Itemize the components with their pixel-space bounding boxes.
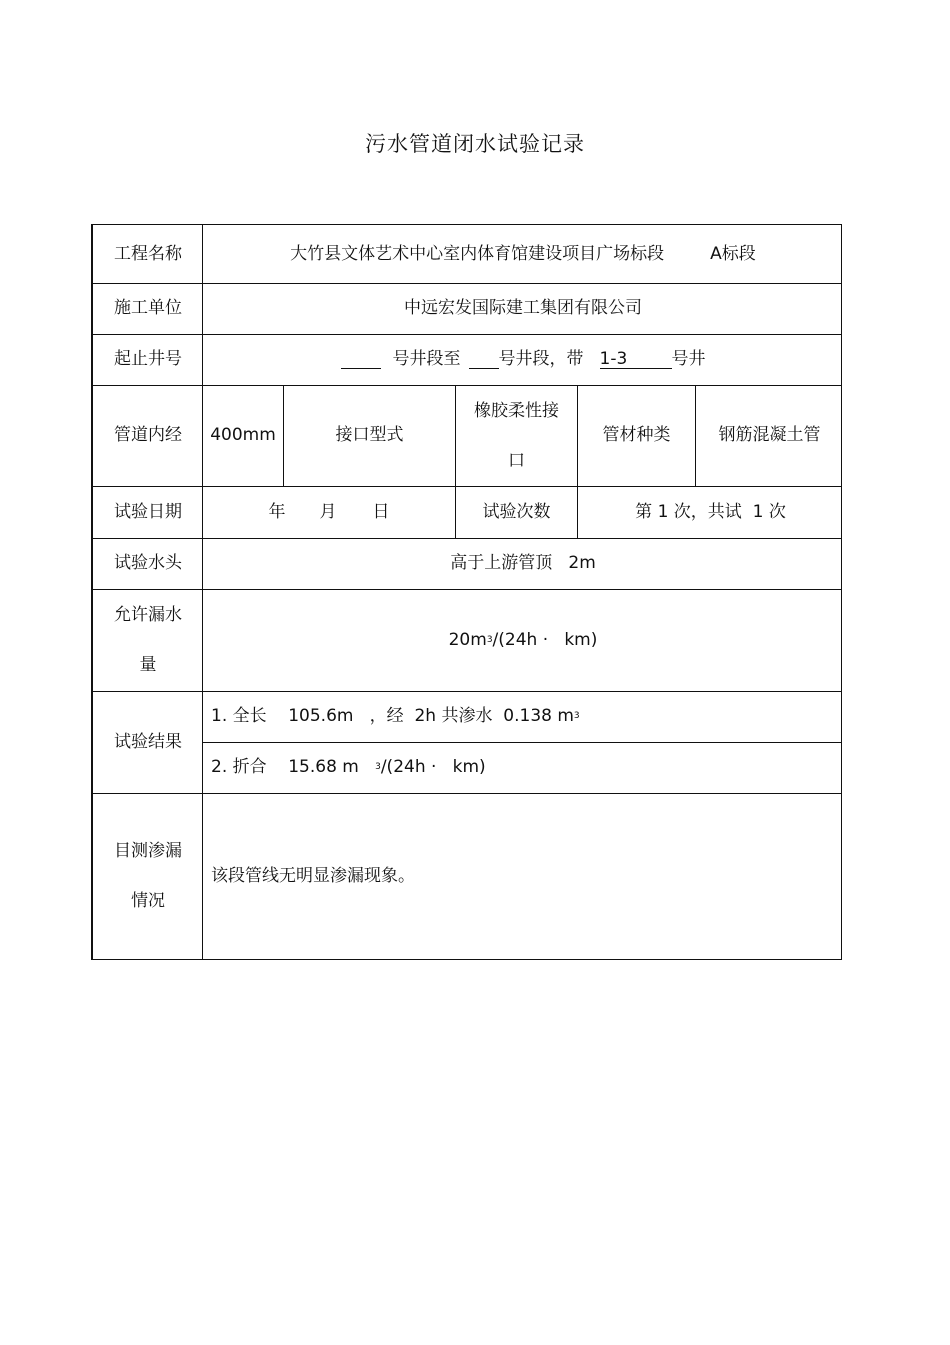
allowed-leakage-unit: /(24h · km): [492, 629, 598, 650]
allowed-leakage-amount: 20m: [448, 629, 487, 650]
result-line1-text: 1. 全长 105.6m ，经 2h 共渗水 0.138 m: [211, 706, 574, 726]
label-pipe-diameter: 管道内经: [114, 425, 182, 445]
label-joint-type: 接口型式: [335, 425, 404, 445]
label-pipe-material: 管材种类: [602, 425, 671, 445]
blank-end-well: [469, 351, 499, 369]
allowed-leakage-label-line2: 量: [139, 655, 157, 675]
project-name-text: 大竹县文体艺术中心室内体育馆建设项目广场标段: [290, 243, 665, 264]
test-date-value: [203, 486, 455, 538]
label-visual-inspection: [93, 793, 203, 959]
test-count-value: 第 1 次，共试 1 次: [635, 501, 786, 522]
project-name-value: [203, 225, 843, 283]
date-month: 月: [319, 501, 337, 522]
document-title: 污水管道闭水试验记录: [365, 132, 585, 156]
label-test-count: 试验次数: [482, 501, 551, 522]
construction-unit-value: 中远宏发国际建工集团有限公司: [404, 298, 642, 318]
water-head-value: 高于上游管顶 2m: [450, 553, 596, 573]
well-text-1: 号井段至: [392, 349, 461, 369]
visual-label-line1: 目测渗漏: [114, 841, 182, 861]
blank-start-well: [341, 351, 381, 369]
allowed-leakage-value: [203, 589, 843, 691]
joint-type-line2: 口: [508, 450, 525, 471]
label-project-name: 工程名称: [114, 243, 182, 264]
label-test-result: 试验结果: [114, 731, 182, 752]
date-day: 日: [372, 501, 390, 522]
well-text-3: 号井: [671, 349, 706, 369]
test-record-table: [91, 224, 842, 960]
well-text-2: 号井段，带: [498, 349, 584, 369]
result-line1-exponent: 3: [573, 711, 580, 721]
date-year: 年: [268, 501, 286, 522]
result-line2-unit: /(24h · km): [380, 757, 486, 777]
joint-type-value: [456, 385, 577, 486]
visual-inspection-value: 该段管线无明显渗漏现象。: [211, 865, 415, 886]
well-range: 1-3: [600, 351, 672, 369]
label-allowed-leakage: [93, 589, 203, 691]
label-well-numbers: 起止井号: [114, 349, 182, 369]
allowed-leakage-exponent: 3: [486, 634, 493, 645]
pipe-diameter-value: 400mm: [210, 425, 276, 445]
label-water-head: 试验水头: [114, 553, 182, 573]
pipe-material-value: 钢筋混凝土管: [718, 425, 821, 445]
allowed-leakage-label-line1: 允许漏水: [114, 605, 182, 625]
result-line2-text: 2. 折合 15.68 m: [211, 757, 376, 777]
result-line2-exponent: 3: [375, 762, 381, 772]
joint-type-line1: 橡胶柔性接: [474, 400, 559, 421]
result-line-1: [203, 691, 843, 742]
visual-label-line2: 情况: [131, 891, 165, 911]
label-construction-unit: 施工单位: [114, 298, 182, 318]
project-section-text: A标段: [710, 243, 756, 264]
result-line-2: [203, 742, 843, 793]
label-test-date: 试验日期: [114, 501, 182, 522]
well-numbers-value: [203, 334, 843, 385]
